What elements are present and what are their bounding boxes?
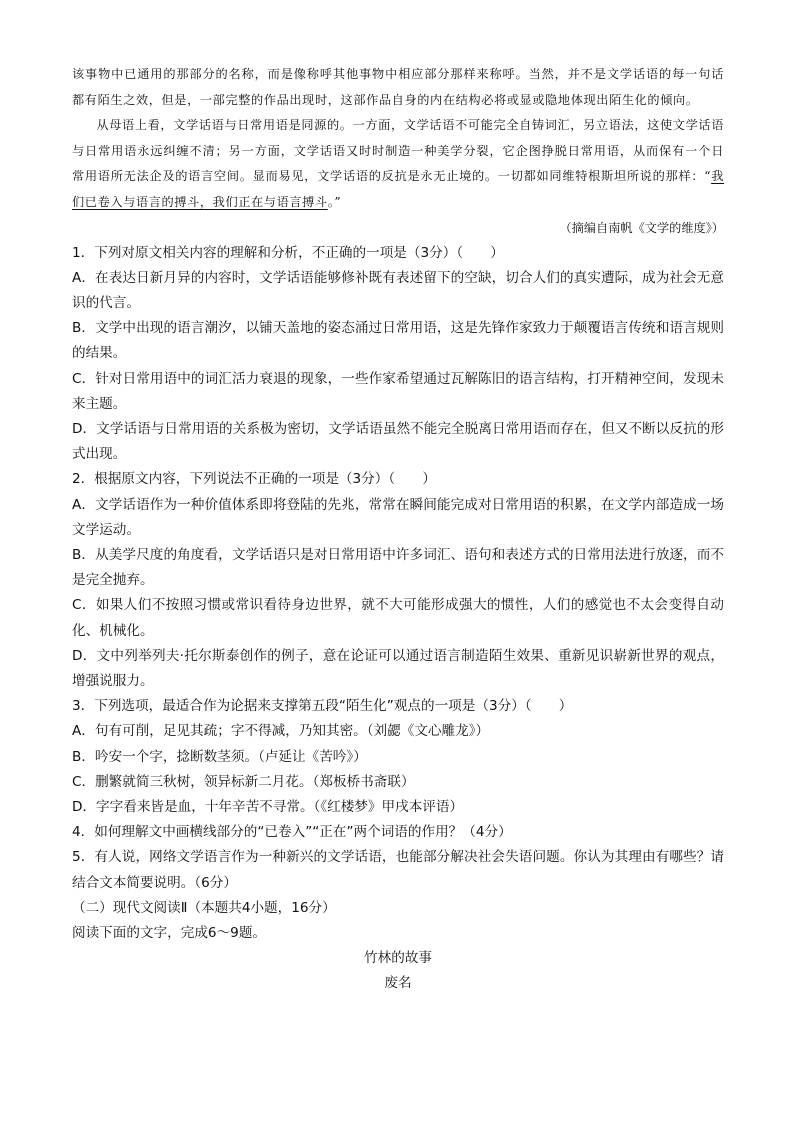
question-1-option-d: D．文学话语与日常用语的关系极为密切，文学话语虽然不能完全脱离日常用语而存在，但又不断以反抗的形式出现。 <box>72 420 724 463</box>
question-3-option-b: B．吟安一个字，捻断数茎须。（卢延让《苦吟》） <box>72 748 367 765</box>
question-3-option-a: A．句有可削，足见其疏；字不得减，乃知其密。（刘勰《文心雕龙》） <box>72 723 490 740</box>
question-2-option-c: C．如果人们不按照习惯或常识看待身边世界，就不大可能形成强大的惯性，人们的感觉也不太会变得自动化、机械化。 <box>72 597 724 639</box>
document-page <box>72 62 724 997</box>
question-4-stem: 4．如何理解文中画横线部分的“已卷入”“正在”两个词语的作用？（4分） <box>72 824 512 841</box>
question-1-option-a: A．在表达日新月异的内容时，文学话语能够修补既有表述留下的空缺，切合人们的真实遭际，成为社会无意识的代言。 <box>72 269 724 311</box>
question-1-option-b: B．文学中出现的语言潮汐，以铺天盖地的姿态涌过日常用语，这是先锋作家致力于颠覆语言传统和语言规则的结果。 <box>72 320 724 362</box>
story-title: 竹林的故事 <box>364 950 432 967</box>
question-1 <box>72 241 724 468</box>
question-1-option-c: C．针对日常用语中的词汇活力衰退的现象，一些作家希望通过瓦解陈旧的语言结构，打开精神空间，发现未来主题。 <box>72 370 724 412</box>
question-2-option-b: B．从美学尺度的角度看，文学话语只是对日常用语中许多词汇、语句和表述方式的日常用法进行放逐，而不是完全抛弃。 <box>72 547 724 589</box>
passage-paragraph-2-end: 。” <box>327 194 342 209</box>
passage-paragraph-1: 该事物中已通用的那部分的名称，而是像称呼其他事物中相应部分那样来称呼。当然，并不是文学话语的每一句话都有陌生之效，但是，一部完整的作品出现时，这部作品自身的内在结构必将或显或隐地体现出陌生化的倾向。 <box>72 67 724 107</box>
section-heading: （二）现代文阅读Ⅱ（本题共4小题，16分） <box>72 899 336 916</box>
story-author: 废名 <box>384 975 412 992</box>
passage-paragraph-2-text: 从母语上看，文学话语与日常用语是同源的。一方面，文学话语不可能完全自铸词汇，另立语法，这使文学话语与日常用语永远纠缠不清；另一方面，文学话语又时时制造一种美学分裂，它企图挣脱日常用语，从而保有一个日常用语所无法企及的语言空间。显而易见，文学话语的反抗是永无止境的。一切都如同维特根斯坦所说的那样：“ <box>72 118 724 184</box>
question-2-option-d: D．文中列举列夫·托尔斯泰创作的例子，意在论证可以通过语言制造陌生效果、重新见识崭新世界的观点，增强说服力。 <box>72 647 724 690</box>
passage <box>72 62 724 216</box>
section-instruction: 阅读下面的文字，完成6～9题。 <box>72 925 267 942</box>
question-3-option-d: D．字字看来皆是血，十年辛苦不寻常。（《红楼梦》甲戌本评语） <box>72 799 464 816</box>
question-2 <box>72 467 724 694</box>
passage-paragraph-2 <box>72 113 724 215</box>
question-1-stem: 1．下列对原文相关内容的理解和分析，不正确的一项是（3分）（ ） <box>72 244 504 261</box>
underlined-quote: 我们已卷入与语言的搏斗，我们正在与语言搏斗 <box>72 169 724 209</box>
passage-source: （摘编自南帆《文学的维度》） <box>559 220 724 235</box>
question-5-stem: 5．有人说，网络文学语言作为一种新兴的文学话语，也能部分解决社会失语问题。你认为其理由有哪些？请结合文本简要说明。（6分） <box>72 849 724 891</box>
question-3 <box>72 694 724 820</box>
question-2-stem: 2．根据原文内容，下列说法不正确的一项是（3分）（ ） <box>72 471 436 488</box>
question-2-option-a: A．文学话语作为一种价值体系即将登陆的先兆，常常在瞬间能完成对日常用语的积累，在文学内部造成一场文学运动。 <box>72 496 724 538</box>
question-3-option-c: C．删繁就简三秋树，领异标新二月花。（郑板桥书斋联） <box>72 773 415 790</box>
question-3-stem: 3．下列选项，最适合作为论据来支撑第五段“陌生化”观点的一项是（3分）（ ） <box>72 698 573 715</box>
